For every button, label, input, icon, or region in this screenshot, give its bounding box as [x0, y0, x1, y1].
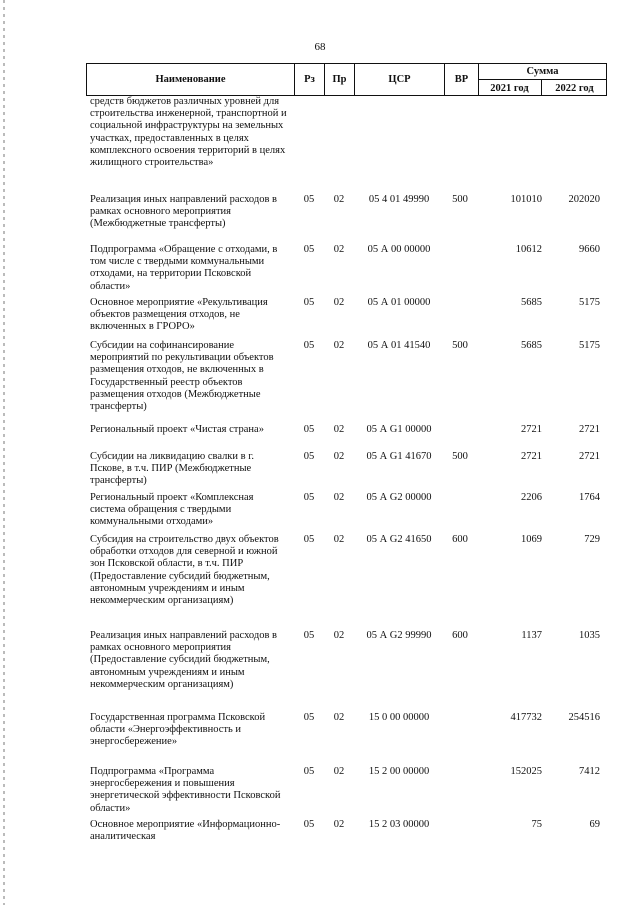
header-pr: Пр: [325, 64, 355, 95]
header-year-2022: 2022 год: [555, 82, 594, 94]
header-rz: Рз: [295, 64, 325, 95]
row-sum-2022: 202020: [568, 194, 600, 205]
row-vr: 500: [452, 194, 468, 205]
row-name: Реализация иных направлений расходов в рамках основного мероприятия (Предоставление субсидий бюджетным, автономным учреждениям и иным некоммерческим организациям): [90, 630, 278, 690]
page-number: 68: [314, 41, 326, 53]
row-pr: 02: [333, 424, 345, 435]
row-vr: 500: [452, 340, 468, 351]
row-sum-2022: 729: [584, 534, 600, 545]
row-pr: 02: [333, 244, 345, 255]
row-sum-2022: 9660: [579, 244, 600, 255]
row-sum-2022: 1035: [579, 630, 600, 641]
row-sum-2021: 10612: [515, 244, 542, 255]
row-csr: 05 А 01 41540: [367, 340, 431, 351]
row-name: Подпрограмма «Обращение с отходами, в том числе с твердыми коммунальными отходами, на территории Псковской области»: [90, 244, 278, 292]
row-sum-2021: 152025: [510, 766, 542, 777]
row-name: Региональный проект «Чистая страна»: [90, 424, 264, 435]
row-pr: 02: [333, 766, 345, 777]
row-name: Реализация иных направлений расходов в рамках основного мероприятия (Межбюджетные трансферты): [90, 194, 278, 230]
row-csr: 05 А G2 41650: [366, 534, 432, 545]
row-sum-2022: 5175: [579, 297, 600, 308]
row-rz: 05: [303, 819, 315, 830]
scan-edge-mark: [3, 0, 5, 905]
row-sum-2021: 5685: [521, 297, 542, 308]
row-vr: 600: [452, 534, 468, 545]
row-sum-2021: 101010: [510, 194, 542, 205]
header-name: Наименование: [87, 64, 295, 95]
row-pr: 02: [333, 492, 345, 503]
row-pr: 02: [333, 712, 345, 723]
row-rz: 05: [303, 297, 315, 308]
row-sum-2021: 5685: [521, 340, 542, 351]
row-rz: 05: [303, 766, 315, 777]
header-csr: ЦСР: [355, 64, 445, 95]
row-sum-2021: 75: [531, 819, 542, 830]
row-sum-2022: 5175: [579, 340, 600, 351]
row-pr: 02: [333, 630, 345, 641]
row-rz: 05: [303, 492, 315, 503]
row-rz: 05: [303, 340, 315, 351]
row-name: Субсидии на ликвидацию свалки в г. Пскове, в т.ч. ПИР (Межбюджетные трансферты): [90, 451, 254, 487]
header-year-2021: 2021 год: [478, 80, 542, 96]
row-csr: 15 0 00 00000: [368, 712, 430, 723]
row-csr: 05 А G2 99990: [366, 630, 432, 641]
row-rz: 05: [303, 194, 315, 205]
row-rz: 05: [303, 712, 315, 723]
row-csr: 05 А 00 00000: [367, 244, 431, 255]
row-rz: 05: [303, 451, 315, 462]
row-vr: 500: [452, 451, 468, 462]
row-name: Основное мероприятие «Рекультивация объектов размещения отходов, не включенных в ГРОРО»: [90, 297, 268, 333]
row-name: Основное мероприятие «Информационно-аналитическая: [90, 819, 281, 843]
row-sum-2021: 1069: [521, 534, 542, 545]
row-pr: 02: [333, 534, 345, 545]
row-pr: 02: [333, 340, 345, 351]
row-name: Подпрограмма «Программа энергосбережения и повышения энергетической эффективности Псковской области»: [90, 766, 281, 814]
row-csr: 15 2 00 00000: [368, 766, 430, 777]
row-sum-2022: 2721: [579, 451, 600, 462]
row-csr: 05 А 01 00000: [367, 297, 431, 308]
row-sum-2021: 2721: [521, 424, 542, 435]
row-csr: 05 А G1 00000: [366, 424, 432, 435]
row-sum-2022: 2721: [579, 424, 600, 435]
row-csr: 05 4 01 49990: [368, 194, 430, 205]
header-sum: Сумма: [478, 63, 607, 80]
row-rz: 05: [303, 630, 315, 641]
row-pr: 02: [333, 451, 345, 462]
header-sum-group: [478, 63, 607, 96]
row-sum-2022: 69: [589, 819, 600, 830]
row-pr: 02: [333, 297, 345, 308]
row-csr: 05 А G1 41670: [366, 451, 432, 462]
row-name: Государственная программа Псковской области «Энергоэффективность и энергосбережение»: [90, 712, 266, 748]
row-sum-2021: 417732: [510, 712, 542, 723]
row-pr: 02: [333, 819, 345, 830]
row-csr: 05 А G2 00000: [366, 492, 432, 503]
row-name: Региональный проект «Комплексная система обращения с твердыми коммунальными отходами»: [90, 492, 254, 528]
row-rz: 05: [303, 534, 315, 545]
row-sum-2022: 1764: [579, 492, 600, 503]
row-name: Субсидии на софинансирование мероприятий по рекультивации объектов размещения отходов, не включенных в Государственный реестр объектов размещения отходов (Межбюджетные трансферты): [90, 340, 274, 413]
row-pr: 02: [333, 194, 345, 205]
row-vr: 600: [452, 630, 468, 641]
header-vr: ВР: [445, 64, 479, 95]
row-sum-2021: 2721: [521, 451, 542, 462]
row-name: Субсидия на строительство двух объектов обработки отходов для северной и южной зон Псковской области, в т.ч. ПИР (Предоставление субсидий бюджетным, автономным учреждениям и иным некоммерческим организациям): [90, 534, 279, 607]
row-name: средств бюджетов различных уровней для строительства инженерной, транспортной и социальной инфраструктуры на земельных участках, предоставленных в целях комплексного освоения территорий в целях жилищного строительства»: [90, 96, 287, 169]
row-sum-2022: 7412: [579, 766, 600, 777]
row-rz: 05: [303, 244, 315, 255]
row-sum-2021: 2206: [521, 492, 542, 503]
row-sum-2022: 254516: [568, 712, 600, 723]
row-csr: 15 2 03 00000: [368, 819, 430, 830]
row-rz: 05: [303, 424, 315, 435]
row-sum-2021: 1137: [521, 630, 542, 641]
